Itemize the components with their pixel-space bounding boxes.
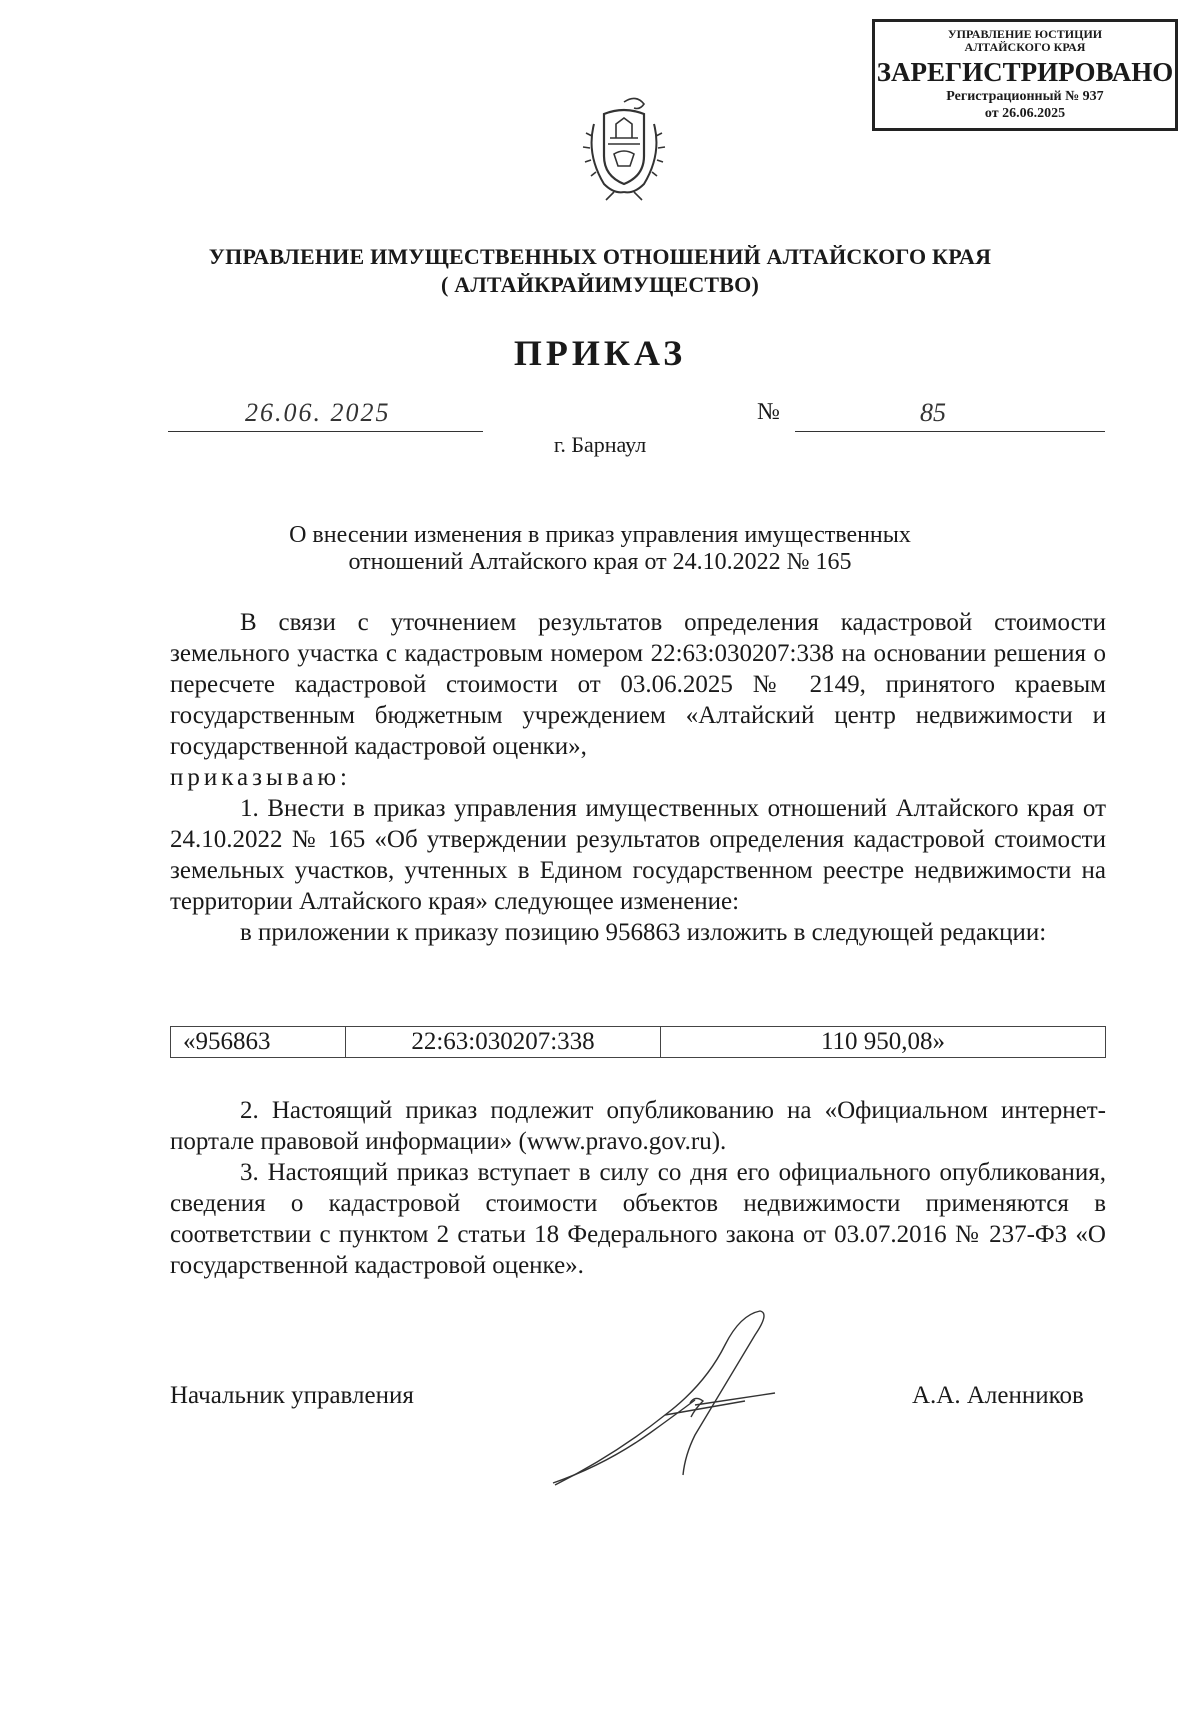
stamp-line1: УПРАВЛЕНИЕ ЮСТИЦИИ	[947, 27, 1103, 41]
cadastral-value-cell: 110 950,08»	[661, 1027, 1106, 1058]
handwritten-date: 26.06. 2025	[245, 398, 391, 427]
number-sign: №	[757, 399, 780, 425]
subject-line2: отношений Алтайского края от 24.10.2022 № 165	[348, 549, 852, 575]
stamp-reg-number: Регистрационный № 937	[946, 89, 1104, 104]
stamp-line2: АЛТАЙСКОГО КРАЯ	[964, 40, 1086, 54]
org-full-name: УПРАВЛЕНИЕ ИМУЩЕСТВЕННЫХ ОТНОШЕНИЙ АЛТАЙСКОГО КРАЯ	[208, 244, 992, 269]
preamble-paragraph: В связи с уточнением результатов определения кадастровой стоимости земельного участка с кадастровым номером 22:63:030207:338 на основании решения о пересчете кадастровой стоимости от 03.06.2025 № 2149, принятого краевым государственным бюджетным учреждением «Алтайский центр недвижимости и государственной кадастровой оценки»,	[170, 609, 1106, 760]
signatory-name: А.А. Аленников	[912, 1382, 1084, 1409]
stamp-reg-date: от 26.06.2025	[984, 106, 1066, 121]
order-subject	[0, 522, 1200, 576]
organization-name	[0, 243, 1200, 299]
item-3-paragraph: 3. Настоящий приказ вступает в силу со дня его официального опубликования, сведения о кадастровой стоимости объектов недвижимости применяются в соответствии с пунктом 2 статьи 18 Федерального закона от 03.07.2016 № 237-ФЗ «О государственной кадастровой оценке».	[170, 1159, 1106, 1279]
cadastral-number-cell: 22:63:030207:338	[346, 1027, 661, 1058]
signatory-position: Начальник управления	[170, 1382, 414, 1409]
stamp-status: ЗАРЕГИСТРИРОВАНО	[876, 57, 1174, 87]
org-short-name: ( АЛТАЙКРАЙИМУЩЕСТВО)	[441, 272, 759, 297]
stamp-authority	[875, 28, 1175, 54]
order-body-continued	[170, 1095, 1106, 1281]
position-table	[170, 1026, 1106, 1058]
handwritten-signature	[545, 1305, 805, 1495]
position-number-cell: «956863	[171, 1027, 346, 1058]
item-2-paragraph: 2. Настоящий приказ подлежит опубликованию на «Официальном интернет-портале правовой информации» (www.pravo.gov.ru).	[170, 1097, 1106, 1155]
item-1-paragraph: 1. Внести в приказ управления имущественных отношений Алтайского края от 24.10.2022 № 165 «Об утверждении результатов определения кадастровой стоимости земельных участков, учтенных в Едином государственном реестре недвижимости на территории Алтайского края» следующее изменение:	[170, 795, 1106, 915]
city: г. Барнаул	[553, 432, 647, 457]
subject-line1: О внесении изменения в приказ управления имущественных	[289, 522, 911, 548]
document-title: ПРИКАЗ	[513, 333, 687, 373]
coat-of-arms-emblem	[564, 84, 684, 204]
order-body	[170, 607, 1106, 948]
registration-stamp	[872, 19, 1178, 131]
item-1-subparagraph: в приложении к приказу позицию 956863 изложить в следующей редакции:	[240, 919, 1047, 946]
table-row	[171, 1027, 1106, 1058]
handwritten-number: 85	[920, 398, 946, 427]
order-word: приказываю:	[170, 764, 351, 791]
